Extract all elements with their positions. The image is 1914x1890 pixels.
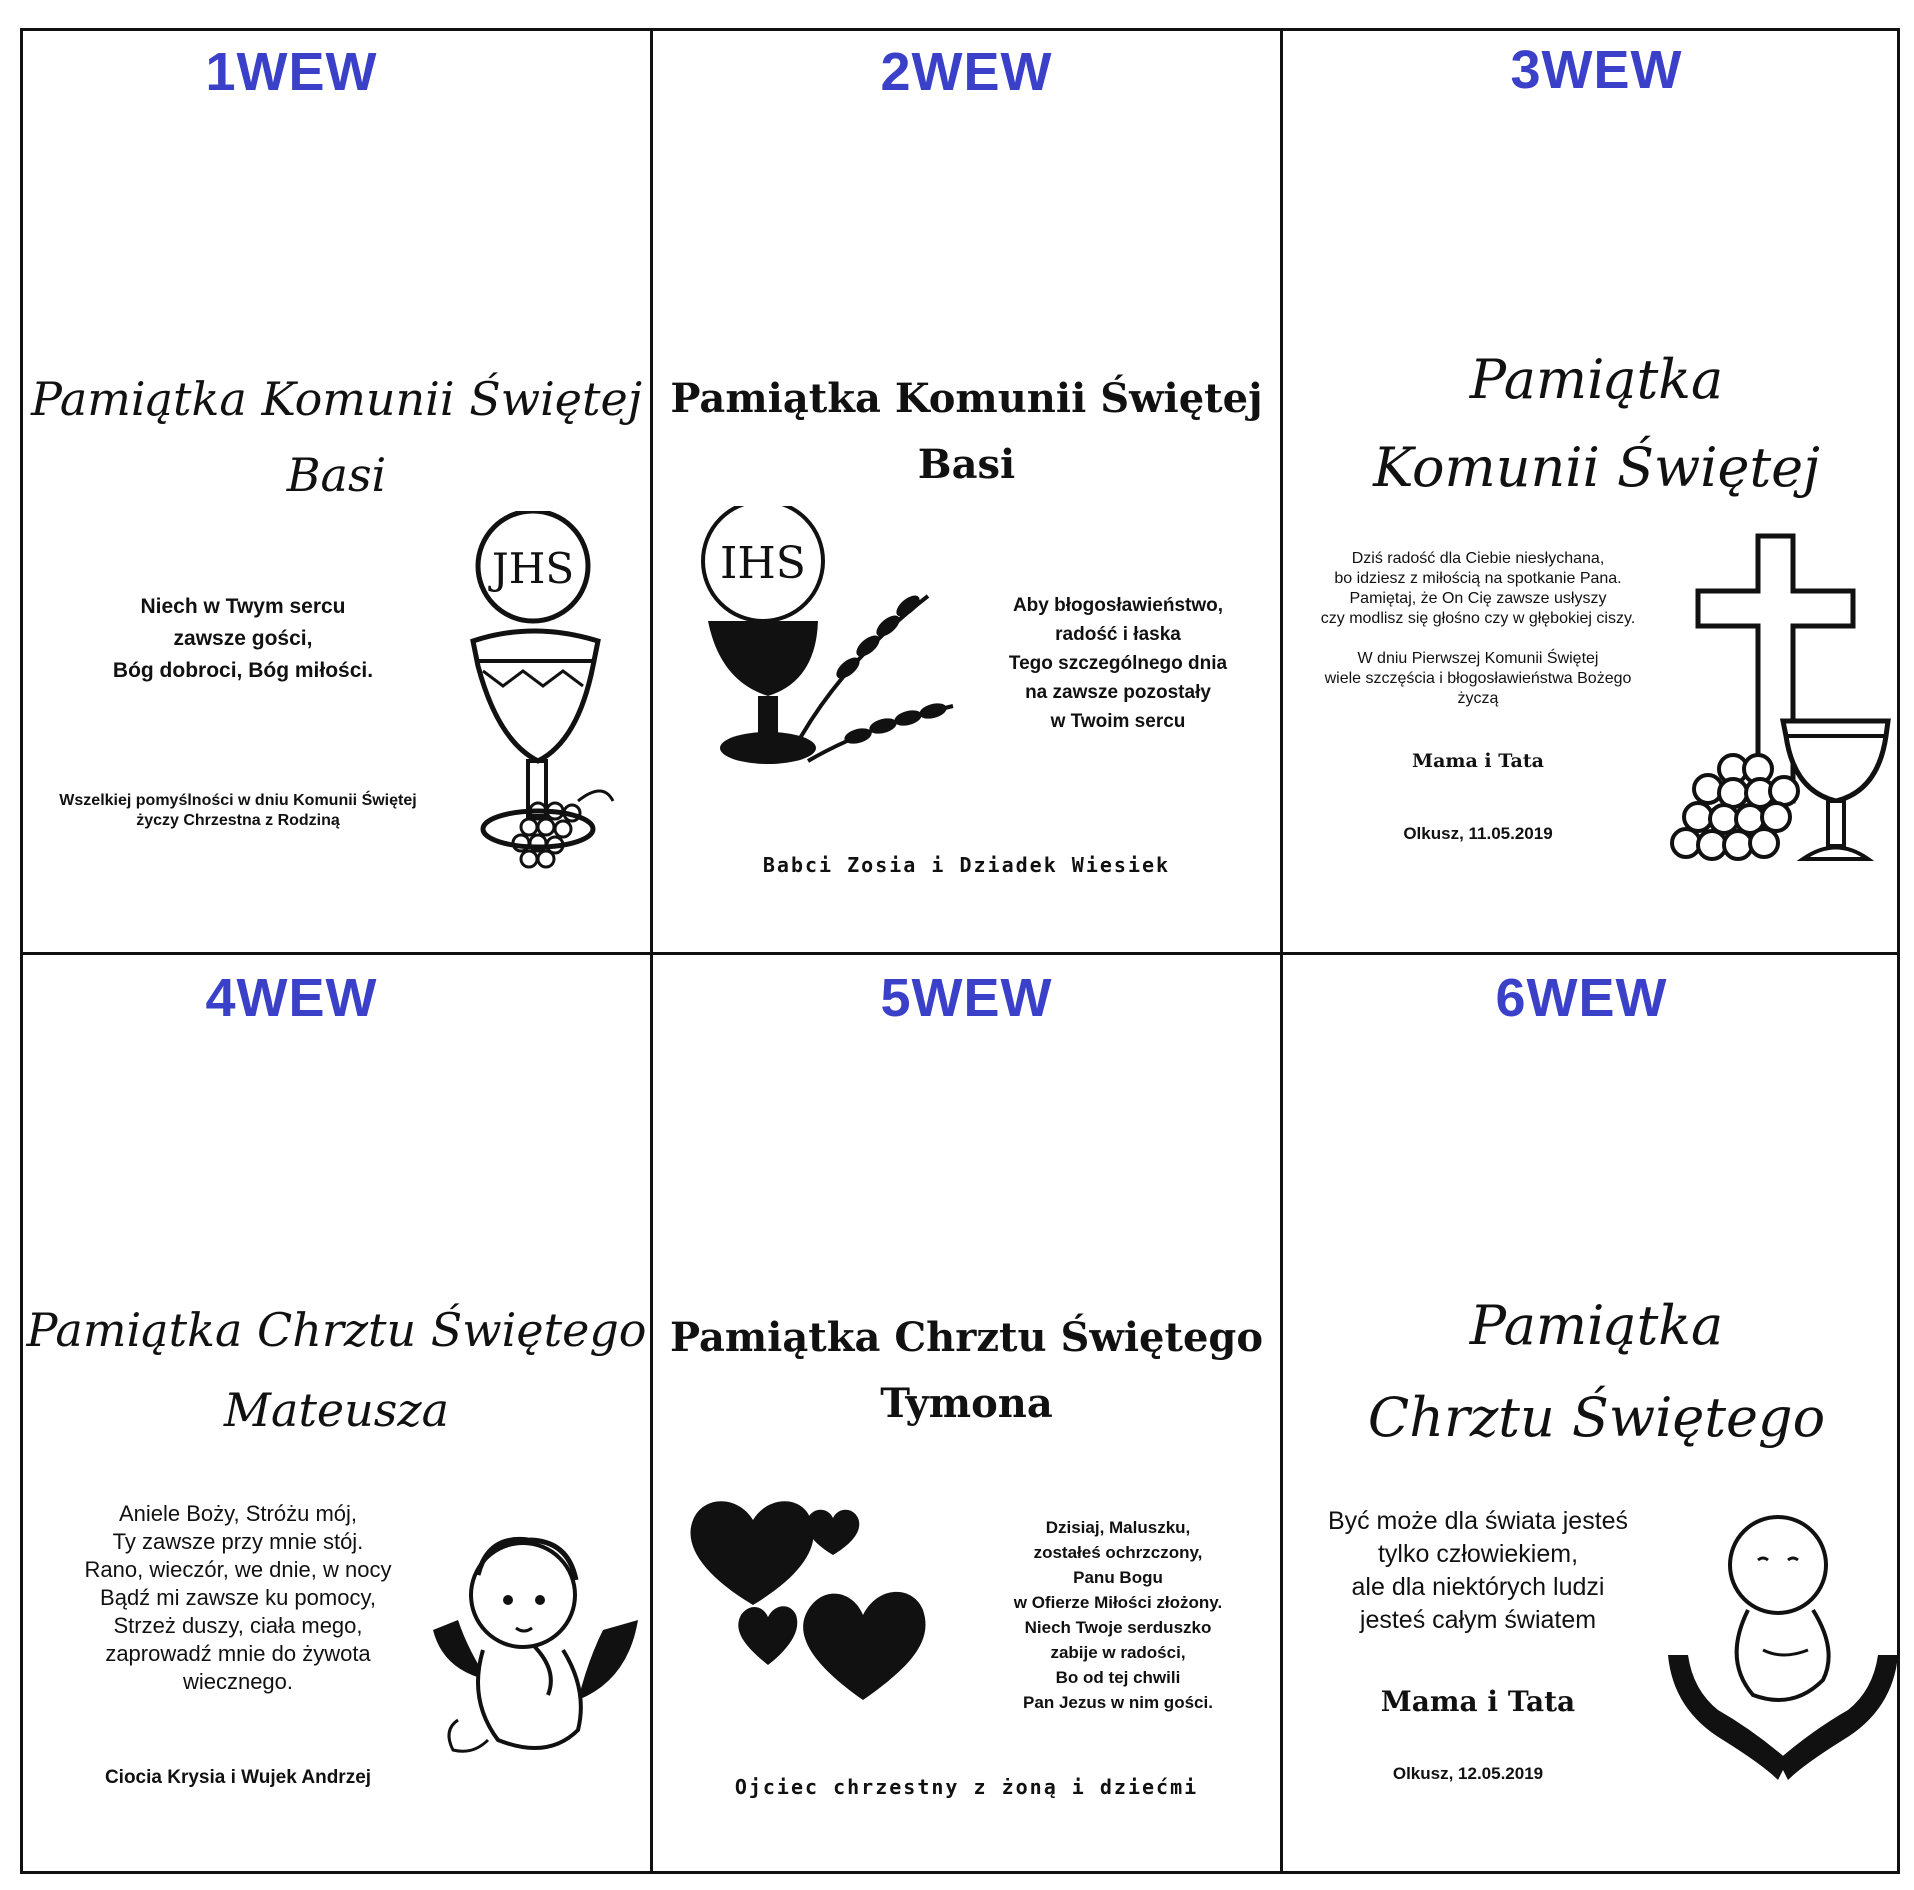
angel-icon [428, 1520, 643, 1770]
verse-line: zaprowadź mnie do żywota [105, 1641, 371, 1666]
panel-title [23, 361, 650, 513]
verse-line: Pamiętaj, że On Cię zawsze usłyszy [1349, 590, 1607, 607]
panel-2wew[interactable] [653, 31, 1280, 951]
panel-title [653, 1305, 1280, 1437]
title-line: Pamiątka [1469, 348, 1724, 411]
panel-signature: Ciocia Krysia i Wujek Andrzej [104, 1767, 372, 1788]
panel-signature: Ojciec chrzestny z żoną i dziećmi [734, 1775, 1199, 1799]
wish-line: W dniu Pierwszej Komunii Świętej [1357, 650, 1599, 667]
verse-line: Pan Jezus w nim gości. [1023, 1693, 1213, 1712]
wish-line: życzy Chrzestna z Rodziną [136, 812, 340, 829]
verse-line: radość i łaska [1055, 624, 1181, 645]
title-line: Komunii Świętej [1373, 436, 1820, 499]
verse-line: bo idziesz z miłością na spotkanie Pana. [1334, 570, 1622, 587]
product-grid [20, 28, 1900, 1874]
verse-line: zabije w radości, [1050, 1643, 1186, 1662]
verse-line: wiecznego. [182, 1669, 294, 1694]
wish-line: Wszelkiej pomyślności w dniu Komunii Świętej [59, 792, 417, 809]
baby-in-hands-icon [1663, 1510, 1903, 1780]
verse-line: na zawsze pozostały [1025, 682, 1211, 703]
panel-title [1283, 336, 1910, 512]
host-label: IHS [720, 538, 806, 589]
verse-line: w Ofierze Miłości złożony. [1013, 1593, 1223, 1612]
panel-code: 2WEW [880, 42, 1053, 102]
title-line: Mateusza [223, 1383, 450, 1437]
panel-signature: Mama i Tata [1380, 1685, 1576, 1718]
panel-code: 6WEW [1495, 968, 1668, 1028]
panel-5wew[interactable] [653, 955, 1280, 1875]
panel-3wew[interactable] [1283, 31, 1910, 951]
verse-line: Bo od tej chwili [1055, 1668, 1181, 1687]
verse-line: Dzisiaj, Maluszku, [1045, 1518, 1191, 1537]
title-line: Chrztu Świętego [1367, 1386, 1826, 1449]
panel-code: 5WEW [880, 968, 1053, 1028]
verse-line: Aby błogosławieństwo, [1012, 595, 1224, 616]
title-line: Tymona [880, 1380, 1053, 1427]
verse-line: Tego szczególnego dnia [1008, 653, 1228, 674]
chalice-ihs-wheat-icon [698, 506, 968, 776]
panel-code: 3WEW [1510, 40, 1683, 100]
panel-verse [973, 591, 1263, 736]
verse-line: Panu Bogu [1073, 1568, 1163, 1587]
verse-line: Niech Twoje serduszko [1024, 1618, 1212, 1637]
verse-line: Aniele Boży, Stróżu mój, [118, 1501, 358, 1526]
panel-title [23, 1290, 650, 1450]
panel-verse [48, 1500, 428, 1696]
host-label: JHS [491, 544, 575, 593]
cross-chalice-grapes-icon [1668, 531, 1898, 871]
title-line: Basi [286, 448, 387, 502]
verse-line: Być może dla świata jesteś [1327, 1507, 1629, 1535]
panel-4wew[interactable] [23, 955, 650, 1875]
verse-line: Ty zawsze przy mnie stój. [112, 1529, 364, 1554]
title-line: Basi [917, 441, 1016, 488]
panel-wishes [1293, 649, 1663, 709]
panel-verse [1293, 549, 1663, 629]
hearts-icon [683, 1485, 943, 1715]
verse-line: czy modlisz się głośno czy w głębokiej ciszy. [1320, 610, 1636, 627]
title-line: Pamiątka Chrztu Świętego [26, 1303, 647, 1357]
verse-line: Rano, wieczór, we dnie, w nocy [84, 1557, 392, 1582]
chalice-jhs-grapes-icon [463, 511, 633, 871]
title-line: Pamiątka Chrztu Świętego [669, 1314, 1264, 1361]
verse-line: ale dla niektórych ludzi [1351, 1573, 1605, 1601]
verse-line: jesteś całym światem [1359, 1606, 1597, 1634]
verse-line: tylko człowiekiem, [1377, 1540, 1579, 1568]
panel-title [1283, 1280, 1910, 1464]
panel-6wew[interactable] [1283, 955, 1910, 1875]
panel-title [653, 366, 1280, 498]
panel-code: 1WEW [205, 42, 378, 102]
wish-line: wiele szczęścia i błogosławieństwa Bożego [1324, 670, 1632, 687]
panel-verse [973, 1515, 1263, 1715]
verse-line: zawsze gości, [173, 627, 313, 650]
place-date: Olkusz, 12.05.2019 [1392, 1764, 1544, 1783]
title-line: Pamiątka Komunii Świętej [670, 375, 1263, 422]
wish-line: życzą [1457, 690, 1499, 707]
panel-verse [1293, 1505, 1663, 1637]
verse-line: Bóg dobroci, Bóg miłości. [112, 659, 374, 682]
verse-line: Niech w Twym sercu [140, 595, 346, 618]
panel-1wew[interactable] [23, 31, 650, 951]
place-date: Olkusz, 11.05.2019 [1403, 824, 1553, 843]
panel-code: 4WEW [205, 968, 378, 1028]
panel-verse [63, 591, 423, 687]
verse-line: zostałeś ochrzczony, [1033, 1543, 1203, 1562]
verse-line: Strzeż duszy, ciała mego, [113, 1613, 363, 1638]
panel-wishes [43, 791, 433, 831]
title-line: Pamiątka Komunii Świętej [30, 372, 642, 426]
panel-signature: Babci Zosia i Dziadek Wiesiek [762, 853, 1171, 877]
verse-line: Dziś radość dla Ciebie niesłychana, [1351, 550, 1605, 567]
verse-line: w Twoim sercu [1050, 711, 1186, 732]
panel-signature: Mama i Tata [1412, 750, 1544, 772]
verse-line: Bądź mi zawsze ku pomocy, [100, 1585, 376, 1610]
title-line: Pamiątka [1469, 1294, 1724, 1357]
